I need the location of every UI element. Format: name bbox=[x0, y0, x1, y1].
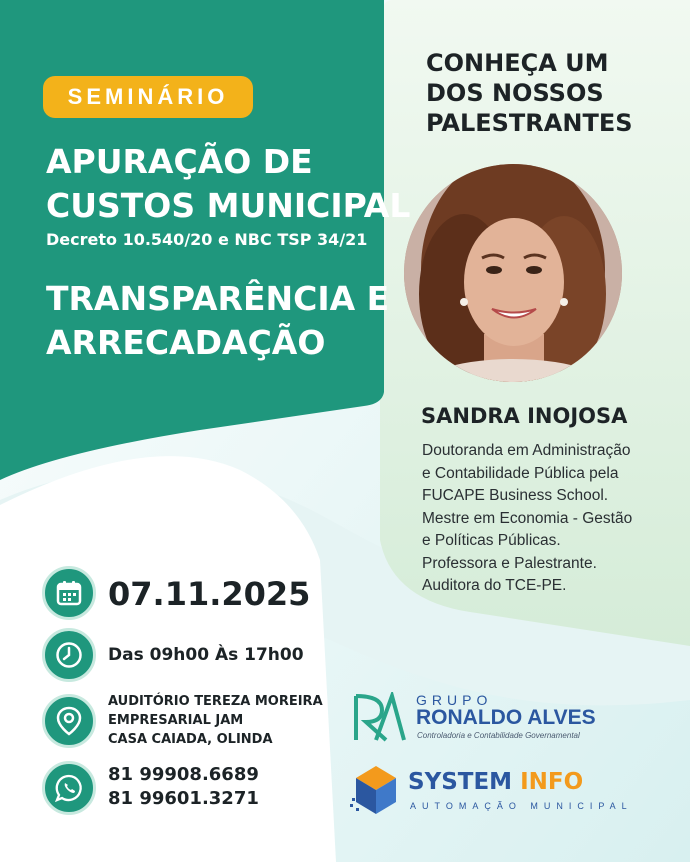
speaker-photo bbox=[404, 164, 622, 382]
clock-icon bbox=[42, 628, 96, 682]
speaker-bio-line: e Contabilidade Pública pela bbox=[422, 464, 619, 482]
phone-number: 81 99908.6689 bbox=[108, 764, 259, 785]
seminar-badge: SEMINÁRIO bbox=[43, 76, 253, 118]
whatsapp-icon bbox=[42, 761, 96, 815]
speaker-heading-line-3: PALESTRANTES bbox=[426, 109, 633, 137]
address-line: CASA CAIADA, OLINDA bbox=[108, 732, 273, 747]
speaker-bio-line: Mestre em Economia - Gestão bbox=[422, 509, 633, 527]
address-line: AUDITÓRIO TEREZA MOREIRA bbox=[108, 694, 323, 709]
info-word: INFO bbox=[520, 769, 584, 795]
event-subtitle: Decreto 10.540/20 e NBC TSP 34/21 bbox=[46, 230, 368, 249]
phone-number: 81 99601.3271 bbox=[108, 788, 259, 809]
address-line: EMPRESARIAL JAM bbox=[108, 713, 244, 728]
speaker-heading-line-2: DOS NOSSOS bbox=[426, 79, 604, 107]
event-topic-line-2: ARRECADAÇÃO bbox=[46, 323, 326, 362]
event-time: Das 09h00 Às 17h00 bbox=[108, 645, 304, 665]
system-info-logo-mark bbox=[350, 764, 402, 823]
speaker-heading-line-1: CONHEÇA UM bbox=[426, 49, 609, 77]
system-info-tagline: AUTOMAÇÃO MUNICIPAL bbox=[410, 801, 633, 811]
system-info-wordmark bbox=[408, 767, 583, 797]
calendar-icon bbox=[42, 566, 96, 620]
speaker-bio-line: Doutoranda em Administração bbox=[422, 442, 631, 459]
grupo-tagline: Controladoria e Contabilidade Governamental bbox=[417, 731, 580, 740]
event-title-line-1: APURAÇÃO DE bbox=[46, 142, 313, 181]
grupo-ronaldo-alves-logo-mark bbox=[352, 692, 408, 749]
speaker-bio-line: Auditora do TCE-PE. bbox=[422, 577, 567, 594]
system-word: SYSTEM bbox=[408, 769, 513, 795]
grupo-label: GRUPO bbox=[416, 692, 493, 708]
speaker-bio-line: e Políticas Públicas. bbox=[422, 532, 561, 549]
event-date: 07.11.2025 bbox=[108, 575, 311, 613]
event-title-line-2: CUSTOS MUNICIPAL bbox=[46, 186, 411, 225]
speaker-name: SANDRA INOJOSA bbox=[421, 404, 628, 428]
location-pin-icon bbox=[42, 694, 96, 748]
speaker-bio-line: Professora e Palestrante. bbox=[422, 554, 597, 572]
speaker-bio-line: FUCAPE Business School. bbox=[422, 487, 609, 504]
event-topic-line-1: TRANSPARÊNCIA E bbox=[46, 279, 390, 318]
grupo-name: RONALDO ALVES bbox=[416, 706, 596, 729]
